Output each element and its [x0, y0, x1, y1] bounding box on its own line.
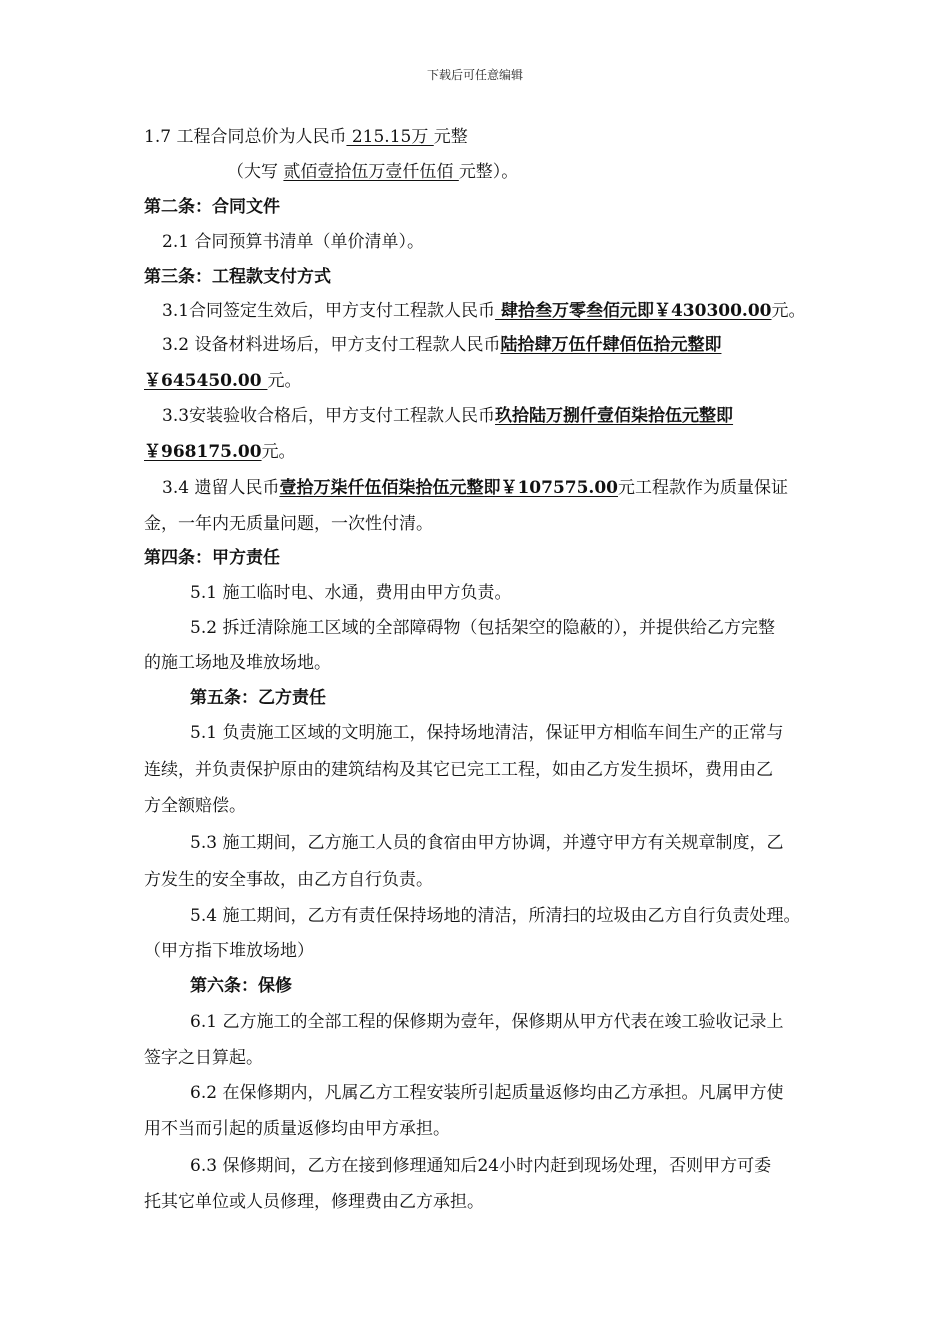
clause-3-3-cont	[144, 441, 296, 463]
clause-3-2	[162, 334, 721, 356]
text: 元。	[261, 442, 296, 462]
payment-amount-1: 肆拾叁万零叁佰元即￥430300.00	[495, 301, 772, 321]
section-heading-4: 第四条：甲方责任	[144, 548, 280, 568]
text: 元。	[267, 371, 302, 391]
section-heading-2: 第二条：合同文件	[144, 197, 280, 217]
clause-2-1: 2.1 合同预算书清单（单价清单）。	[162, 232, 424, 252]
text: 元整	[433, 127, 468, 147]
clause-3-2-cont	[144, 370, 301, 392]
payment-amount-3-number: ￥968175.00	[144, 442, 262, 462]
clause-6-3-cont: 托其它单位或人员修理，修理费由乙方承担。	[144, 1192, 484, 1212]
text: 元。	[771, 301, 806, 321]
section-heading-6: 第六条：保修	[190, 976, 292, 996]
text: （大写	[227, 162, 284, 182]
clause-4-5-1: 5.1 施工临时电、水通，费用由甲方负责。	[190, 583, 512, 603]
total-amount: 215.15万	[346, 127, 434, 147]
page-header-note: 下载后可任意编辑	[426, 68, 523, 82]
clause-1-7-uppercase	[227, 161, 518, 183]
clause-6-1: 6.1 乙方施工的全部工程的保修期为壹年，保修期从甲方代表在竣工验收记录上	[190, 1012, 784, 1032]
text: 元工程款作为质量保证	[618, 478, 788, 498]
clause-3-1	[162, 300, 806, 322]
payment-amount-2: 陆拾肆万伍仟肆佰伍拾元整即	[500, 335, 722, 355]
text: 元整）。	[458, 162, 519, 182]
section-heading-5: 第五条：乙方责任	[190, 688, 326, 708]
clause-4-5-2-cont: 的施工场地及堆放场地。	[144, 653, 331, 673]
text: 3.4 遗留人民币	[162, 478, 280, 498]
clause-3-4-cont: 金，一年内无质量问题，一次性付清。	[144, 514, 433, 534]
total-amount-uppercase: 贰佰壹拾伍万壹仟伍佰	[283, 162, 459, 182]
clause-5-5-1: 5.1 负责施工区域的文明施工，保持场地清洁，保证甲方相临车间生产的正常与	[190, 723, 784, 743]
clause-5-5-3-cont: 方发生的安全事故，由乙方自行负责。	[144, 870, 433, 890]
clause-5-5-3: 5.3 施工期间，乙方施工人员的食宿由甲方协调，并遵守甲方有关规章制度，乙	[190, 833, 784, 853]
section-heading-3: 第三条：工程款支付方式	[144, 267, 331, 287]
retention-amount: 壹拾万柒仟伍佰柒拾伍元整即￥107575.00	[279, 478, 618, 498]
clause-6-1-cont: 签字之日算起。	[144, 1048, 263, 1068]
clause-5-5-4-cont: （甲方指下堆放场地）	[144, 941, 314, 961]
clause-5-5-1-cont: 连续，并负责保护原由的建筑结构及其它已完工工程，如由乙方发生损坏，费用由乙	[144, 760, 773, 780]
text: 3.1合同签定生效后，甲方支付工程款人民币	[162, 301, 496, 321]
clause-6-2-cont: 用不当而引起的质量返修均由甲方承担。	[144, 1119, 450, 1139]
clause-6-3: 6.3 保修期间，乙方在接到修理通知后24小时内赶到现场处理，否则甲方可委	[190, 1156, 772, 1176]
text: 3.2 设备材料进场后，甲方支付工程款人民币	[162, 335, 501, 355]
clause-5-5-1-cont2: 方全额赔偿。	[144, 796, 246, 816]
clause-4-5-2: 5.2 拆迁清除施工区域的全部障碍物（包括架空的隐蔽的），并提供给乙方完整	[190, 618, 775, 638]
payment-amount-2-number: ￥645450.00	[144, 371, 268, 391]
payment-amount-3: 玖拾陆万捌仟壹佰柒拾伍元整即	[495, 406, 734, 426]
clause-3-3	[162, 405, 733, 427]
clause-5-5-4: 5.4 施工期间，乙方有责任保持场地的清洁，所清扫的垃圾由乙方自行负责处理。	[190, 906, 801, 926]
clause-1-7	[144, 126, 468, 148]
clause-3-4	[162, 477, 788, 499]
text: 1.7 工程合同总价为人民币	[144, 127, 347, 147]
text: 3.3安装验收合格后，甲方支付工程款人民币	[162, 406, 496, 426]
clause-6-2: 6.2 在保修期内，凡属乙方工程安装所引起质量返修均由乙方承担。凡属甲方使	[190, 1083, 784, 1103]
